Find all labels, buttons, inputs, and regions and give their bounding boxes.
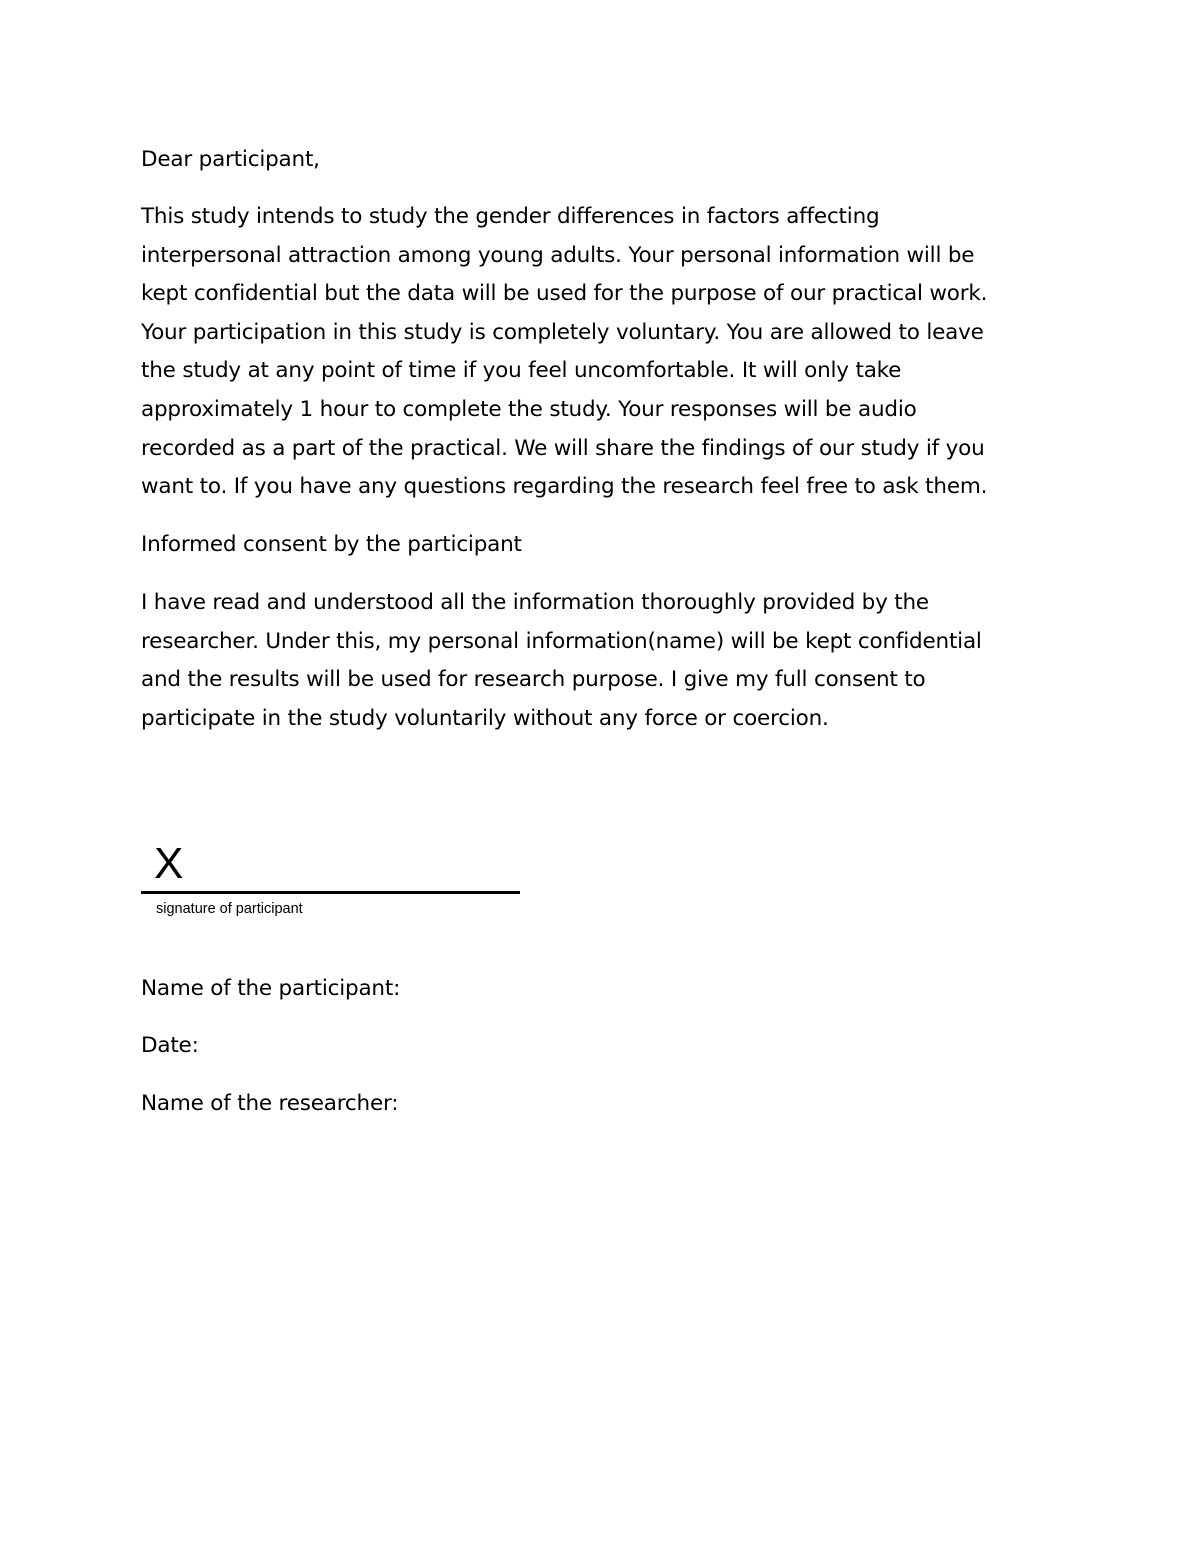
signature-caption: signature of participant [156, 901, 303, 917]
consent-paragraph [141, 584, 1061, 738]
consent-line: I have read and understood all the information thoroughly provided by the [141, 590, 929, 615]
intro-line: want to. If you have any questions regarding the research feel free to ask them. [141, 474, 988, 500]
greeting: Dear participant, [141, 147, 320, 172]
intro-line: This study intends to study the gender differences in factors affecting [141, 204, 880, 229]
intro-line: the study at any point of time if you feel uncomfortable. It will only take [141, 358, 902, 384]
signature-mark: X [154, 839, 184, 888]
consent-line: researcher. Under this, my personal information(name) will be kept confidential [141, 628, 982, 654]
consent-heading: Informed consent by the participant [141, 532, 522, 557]
intro-line: Your participation in this study is completely voluntary. You are allowed to leave [141, 319, 984, 345]
intro-paragraph [141, 198, 1061, 507]
consent-line: participate in the study voluntarily without any force or coercion. [141, 705, 829, 731]
participant-name-label: Name of the participant: [141, 976, 401, 1001]
signature-line [141, 891, 520, 894]
intro-line: kept confidential but the data will be used for the purpose of our practical work. [141, 281, 988, 307]
date-label: Date: [141, 1033, 199, 1058]
intro-line: interpersonal attraction among young adults. Your personal information will be [141, 242, 975, 268]
consent-line: and the results will be used for research purpose. I give my full consent to [141, 667, 926, 693]
intro-line: recorded as a part of the practical. We will share the findings of our study if you [141, 435, 985, 461]
intro-line: approximately 1 hour to complete the study. Your responses will be audio [141, 396, 917, 422]
researcher-name-label: Name of the researcher: [141, 1091, 399, 1116]
signature-field[interactable] [141, 838, 521, 928]
